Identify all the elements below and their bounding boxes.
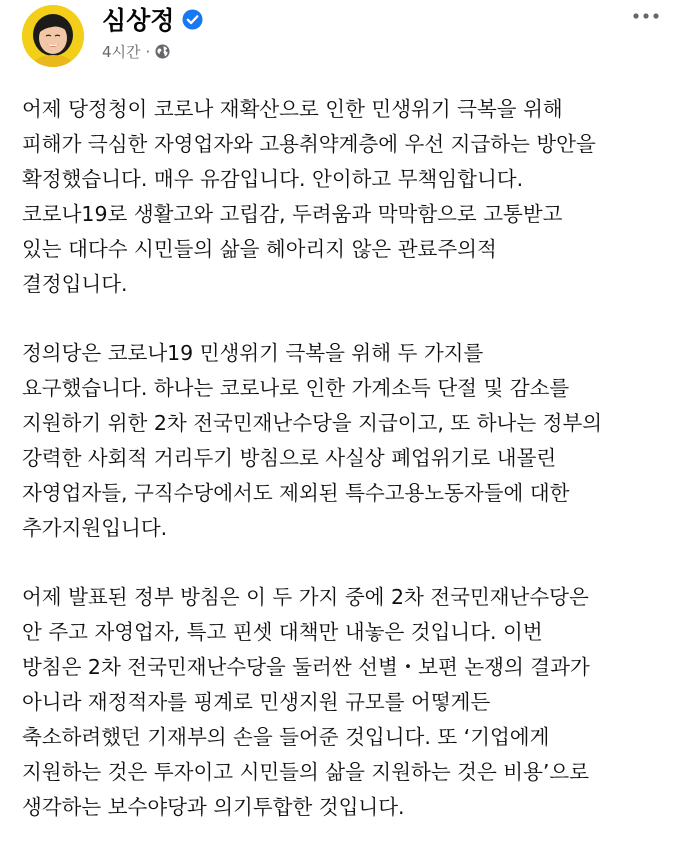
post-meta <box>102 41 170 62</box>
more-options-icon[interactable] <box>630 6 662 26</box>
post-line: 방침은 2차 전국민재난수당을 둘러싼 선별・보편 논쟁의 결과가 <box>22 655 590 679</box>
post-line: 피해가 극심한 자영업자와 고용취약계층에 우선 지급하는 방안을 <box>22 132 596 156</box>
author-name[interactable]: 심상정 <box>102 6 175 35</box>
post-line: 지원하기 위한 2차 전국민재난수당을 지급이고, 또 하나는 정부의 <box>22 411 603 435</box>
post-paragraph <box>22 336 670 546</box>
globe-icon[interactable] <box>155 44 170 59</box>
post-line: 추가지원입니다. <box>22 516 168 540</box>
post-line: 아니라 재정적자를 핑계로 민생지원 규모를 어떻게든 <box>22 690 491 714</box>
author-row <box>102 2 203 36</box>
post-line: 코로나19로 생활고와 고립감, 두려움과 막막함으로 고통받고 <box>22 202 563 226</box>
post-timestamp[interactable]: 4시간 <box>102 43 141 61</box>
post-line: 자영업자들, 구직수당에서도 제외된 특수고용노동자들에 대한 <box>22 481 570 505</box>
post-line: 결정입니다. <box>22 272 128 296</box>
post-paragraph <box>22 580 670 825</box>
post-line: 지원하는 것은 투자이고 시민들의 삶을 지원하는 것은 비용’으로 <box>22 760 590 784</box>
meta-separator: · <box>145 42 151 61</box>
post-line: 어제 당정청이 코로나 재확산으로 인한 민생위기 극복을 위해 <box>22 97 563 121</box>
post-line: 요구했습니다. 하나는 코로나로 인한 가계소득 단절 및 감소를 <box>22 376 570 400</box>
post-header <box>0 0 680 80</box>
post-line: 확정했습니다. 매우 유감입니다. 안이하고 무책임합니다. <box>22 167 524 191</box>
post-body <box>22 92 670 859</box>
author-avatar[interactable] <box>22 5 84 67</box>
post-line: 정의당은 코로나19 민생위기 극복을 위해 두 가지를 <box>22 341 484 365</box>
verified-badge-icon <box>182 9 203 30</box>
post-line: 강력한 사회적 거리두기 방침으로 사실상 폐업위기로 내몰린 <box>22 446 557 470</box>
avatar-portrait <box>22 5 84 67</box>
post-line: 축소하려했던 기재부의 손을 들어준 것입니다. 또 ‘기업에게 <box>22 725 550 749</box>
post-line: 어제 발표된 정부 방침은 이 두 가지 중에 2차 전국민재난수당은 <box>22 585 589 609</box>
post-line: 생각하는 보수야당과 의기투합한 것입니다. <box>22 795 405 819</box>
post-line: 있는 대다수 시민들의 삶을 헤아리지 않은 관료주의적 <box>22 237 497 261</box>
post-line: 안 주고 자영업자, 특고 핀셋 대책만 내놓은 것입니다. 이번 <box>22 620 543 644</box>
post-paragraph <box>22 92 670 302</box>
